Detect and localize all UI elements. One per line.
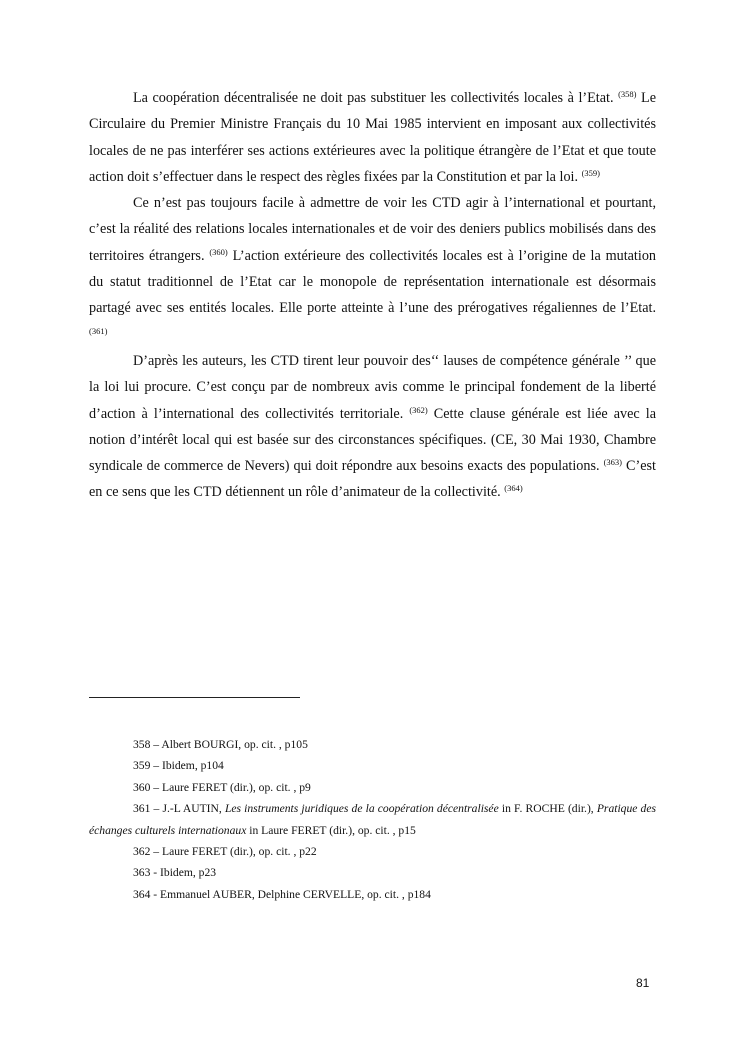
- text-run: 358 – Albert BOURGI, op. cit. , p105: [133, 738, 308, 751]
- footnote-reference: (359): [581, 167, 601, 178]
- text-run: Cette clause générale est liée avec la notion d’intérêt local qui est basée sur des circonstances spécifiques. (CE, 30 Mai 1930, Chambre syndicale de commerce de Nevers) qui doit répondre aux besoins exacts des populations.: [89, 405, 656, 475]
- footnote: [89, 777, 656, 798]
- paragraph: [89, 190, 656, 348]
- footnote-separator: [89, 697, 300, 698]
- page-number: 81: [636, 976, 650, 990]
- footnote-reference: (364): [504, 483, 523, 494]
- text-run: in Laure FERET (dir.), op. cit. , p15: [246, 823, 416, 837]
- paragraph: [89, 348, 656, 506]
- text-run: 360 – Laure FERET (dir.), op. cit. , p9: [133, 780, 311, 794]
- text-run: L’action extérieure des collectivités locales est à l’origine de la mutation du statut traditionnel de l’Etat car le monopole de représentation internationale est désormais partagé avec ses entités locales. Elle porte atteinte à l’une des prérogatives régaliennes de l’Etat.: [89, 247, 657, 317]
- text-run: 363 - Ibidem, p23: [133, 866, 217, 880]
- paragraph: [89, 85, 656, 190]
- text-run: C’est en ce sens que les CTD détiennent un rôle d’animateur de la collectivité.: [89, 458, 656, 501]
- italic-title: Les instruments juridiques de la coopération décentralisée: [224, 802, 499, 816]
- footnote: [89, 798, 656, 841]
- footnote-reference: (358): [618, 89, 637, 99]
- footnote: [89, 841, 656, 862]
- footnote-reference: (362): [409, 404, 428, 415]
- text-run: La coopération décentralisée ne doit pas substituer les collectivités locales à l’Etat.: [133, 90, 619, 106]
- text-run: 362 – Laure FERET (dir.), op. cit. , p22: [133, 845, 317, 859]
- footnotes: [89, 734, 656, 905]
- footnote-reference: (363): [603, 457, 623, 468]
- text-run: D’après les auteurs, les CTD tirent leur pouvoir des‘‘ lauses de compétence générale ’’ que la loi lui procure. C’est conçu par de nombreux avis comme le principal fondement de la liberté d’action à l’international des collectivités territoriale.: [89, 352, 656, 422]
- footnote: [89, 755, 656, 776]
- footnote: [89, 884, 656, 905]
- footnote: [89, 862, 656, 883]
- text-run: 359 – Ibidem, p104: [133, 759, 224, 773]
- footnote-reference: (360): [209, 246, 228, 257]
- text-run: Le Circulaire du Premier Ministre Français du 10 Mai 1985 intervient en imposant aux collectivités locales de ne pas interférer ses actions extérieures avec la politique étrangère de l’Etat et que toute action doit s’effectuer dans le respect des règles fixées par la Constitution et par la loi.: [89, 90, 656, 185]
- text-run: 364 - Emmanuel AUBER, Delphine CERVELLE, op. cit. , p184: [133, 887, 431, 901]
- footnote-reference: (361): [89, 325, 108, 336]
- text-run: 361 – J.-L AUTIN,: [133, 802, 225, 816]
- footnote: [89, 734, 656, 755]
- text-run: Ce n’est pas toujours facile à admettre de voir les CTD agir à l’international et pourtant, c’est la réalité des relations locales internationales et de voir des deniers publics mobilisés dans des territoires étrangers.: [89, 195, 656, 264]
- text-run: in F. ROCHE (dir.),: [498, 802, 597, 816]
- body-text: [89, 85, 656, 506]
- italic-title: Pratique des échanges culturels internationaux: [89, 802, 656, 837]
